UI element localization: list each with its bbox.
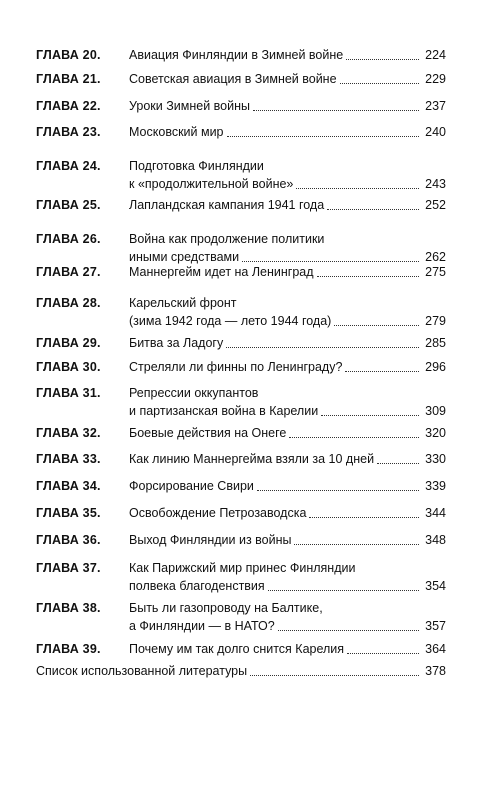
chapter-title-line — [129, 196, 446, 214]
dot-leader — [268, 590, 419, 591]
chapter-label: ГЛАВА 22. — [36, 99, 101, 113]
page-number: 279 — [425, 314, 446, 328]
dot-leader — [250, 675, 419, 676]
chapter-title-line — [129, 230, 446, 248]
page-number: 296 — [425, 360, 446, 374]
chapter-label: ГЛАВА 23. — [36, 125, 101, 139]
chapter-title — [129, 424, 446, 442]
chapter-label: ГЛАВА 20. — [36, 48, 101, 62]
page-number: 330 — [425, 452, 446, 466]
chapter-title-text: Подготовка Финляндии — [129, 159, 264, 173]
chapter-title-text: Почему им так долго снится Карелия — [129, 642, 345, 656]
chapter-label: ГЛАВА 30. — [36, 360, 101, 374]
chapter-title-line — [129, 477, 446, 495]
dot-leader — [317, 276, 420, 277]
chapter-title-line — [129, 97, 446, 115]
chapter-title-line — [129, 70, 446, 88]
chapter-title-line — [36, 662, 446, 680]
chapter-title-text: Авиация Финляндии в Зимней войне — [129, 48, 344, 62]
chapter-title-text: и партизанская война в Карелии — [129, 404, 319, 418]
page-number: 262 — [425, 250, 446, 264]
chapter-title-text: Как линию Маннергейма взяли за 10 дней — [129, 452, 375, 466]
dot-leader — [278, 630, 419, 631]
chapter-label: ГЛАВА 29. — [36, 336, 101, 350]
chapter-title — [129, 531, 446, 549]
chapter-title-text: Советская авиация в Зимней войне — [129, 72, 337, 86]
chapter-title-text: Уроки Зимней войны — [129, 99, 250, 113]
page-number: 320 — [425, 426, 446, 440]
page-number: 378 — [425, 664, 446, 678]
chapter-title-line — [129, 263, 446, 281]
chapter-title-text: Как Парижский мир принес Финляндии — [129, 561, 356, 575]
chapter-title — [129, 97, 446, 115]
chapter-title — [129, 640, 446, 658]
dot-leader — [346, 59, 419, 60]
chapter-title-text: иными средствами — [129, 250, 240, 264]
chapter-label: ГЛАВА 32. — [36, 426, 101, 440]
chapter-title-line — [129, 577, 446, 595]
chapter-label: ГЛАВА 35. — [36, 506, 101, 520]
chapter-title-text: Освобождение Петрозаводска — [129, 506, 307, 520]
dot-leader — [377, 463, 419, 464]
chapter-title — [129, 46, 446, 64]
chapter-title-text: а Финляндии — в НАТО? — [129, 619, 275, 633]
chapter-title — [129, 230, 446, 266]
dot-leader — [321, 415, 419, 416]
dot-leader — [242, 261, 419, 262]
chapter-label: ГЛАВА 33. — [36, 452, 101, 466]
chapter-title-text: Московский мир — [129, 125, 224, 139]
page-number: 224 — [425, 48, 446, 62]
dot-leader — [257, 490, 419, 491]
chapter-label: ГЛАВА 26. — [36, 232, 101, 246]
page-number: 243 — [425, 177, 446, 191]
chapter-title-text: Карельский фронт — [129, 296, 237, 310]
dot-leader — [345, 371, 419, 372]
page-number: 237 — [425, 99, 446, 113]
dot-leader — [309, 517, 419, 518]
chapter-title — [129, 559, 446, 595]
chapter-label: ГЛАВА 37. — [36, 561, 101, 575]
dot-leader — [327, 209, 419, 210]
page-number: 348 — [425, 533, 446, 547]
dot-leader — [289, 437, 419, 438]
chapter-title-line — [129, 358, 446, 376]
chapter-title — [129, 157, 446, 193]
chapter-label: ГЛАВА 24. — [36, 159, 101, 173]
page-number: 357 — [425, 619, 446, 633]
chapter-title-text: Репрессии оккупантов — [129, 386, 259, 400]
chapter-title-text: Стреляли ли финны по Ленинграду? — [129, 360, 343, 374]
chapter-title-line — [129, 123, 446, 141]
chapter-title-line — [129, 312, 446, 330]
chapter-label: ГЛАВА 25. — [36, 198, 101, 212]
chapter-title — [36, 662, 446, 680]
chapter-title — [129, 450, 446, 468]
page-number: 240 — [425, 125, 446, 139]
page-number: 344 — [425, 506, 446, 520]
chapter-title — [129, 334, 446, 352]
chapter-title-line — [129, 294, 446, 312]
page-number: 354 — [425, 579, 446, 593]
chapter-title-line — [129, 531, 446, 549]
chapter-title-text: Список использованной литературы — [36, 664, 248, 678]
chapter-title-line — [129, 504, 446, 522]
chapter-title-line — [129, 450, 446, 468]
dot-leader — [296, 188, 419, 189]
chapter-label: ГЛАВА 39. — [36, 642, 101, 656]
chapter-title-text: Быть ли газопроводу на Балтике, — [129, 601, 323, 615]
chapter-title-text: Боевые действия на Онеге — [129, 426, 287, 440]
chapter-title-text: Битва за Ладогу — [129, 336, 224, 350]
chapter-title-text: Выход Финляндии из войны — [129, 533, 292, 547]
chapter-label: ГЛАВА 38. — [36, 601, 101, 615]
chapter-title-text: Война как продолжение политики — [129, 232, 325, 246]
dot-leader — [340, 83, 420, 84]
chapter-title-line — [129, 46, 446, 64]
chapter-title-line — [129, 175, 446, 193]
dot-leader — [253, 110, 419, 111]
chapter-label: ГЛАВА 27. — [36, 265, 101, 279]
chapter-title-text: (зима 1942 года — лето 1944 года) — [129, 314, 332, 328]
chapter-title-text: Форсирование Свири — [129, 479, 254, 493]
chapter-label: ГЛАВА 21. — [36, 72, 101, 86]
chapter-title — [129, 504, 446, 522]
chapter-label: ГЛАВА 31. — [36, 386, 101, 400]
dot-leader — [226, 347, 419, 348]
page-number: 309 — [425, 404, 446, 418]
chapter-title — [129, 294, 446, 330]
chapter-title — [129, 123, 446, 141]
chapter-title — [129, 477, 446, 495]
chapter-title — [129, 70, 446, 88]
page-number: 339 — [425, 479, 446, 493]
dot-leader — [227, 136, 420, 137]
chapter-label: ГЛАВА 36. — [36, 533, 101, 547]
dot-leader — [294, 544, 419, 545]
chapter-title-text: полвека благоденствия — [129, 579, 265, 593]
chapter-title-line — [129, 424, 446, 442]
chapter-title — [129, 196, 446, 214]
chapter-title-line — [129, 559, 446, 577]
chapter-title-text: Лапландская кампания 1941 года — [129, 198, 325, 212]
chapter-title-line — [129, 334, 446, 352]
chapter-title-line — [129, 617, 446, 635]
chapter-title — [129, 358, 446, 376]
dot-leader — [347, 653, 419, 654]
chapter-label: ГЛАВА 34. — [36, 479, 101, 493]
page-number: 285 — [425, 336, 446, 350]
chapter-title — [129, 599, 446, 635]
chapter-title-line — [129, 384, 446, 402]
chapter-title-line — [129, 599, 446, 617]
chapter-title-line — [129, 640, 446, 658]
chapter-title-text: к «продолжительной войне» — [129, 177, 294, 191]
chapter-title — [129, 384, 446, 420]
chapter-title-text: Маннергейм идет на Ленинград — [129, 265, 314, 279]
page-number: 252 — [425, 198, 446, 212]
page-number: 364 — [425, 642, 446, 656]
chapter-title-line — [129, 157, 446, 175]
chapter-title-line — [129, 402, 446, 420]
dot-leader — [334, 325, 419, 326]
page-number: 275 — [425, 265, 446, 279]
chapter-title — [129, 263, 446, 281]
chapter-label: ГЛАВА 28. — [36, 296, 101, 310]
page-number: 229 — [425, 72, 446, 86]
